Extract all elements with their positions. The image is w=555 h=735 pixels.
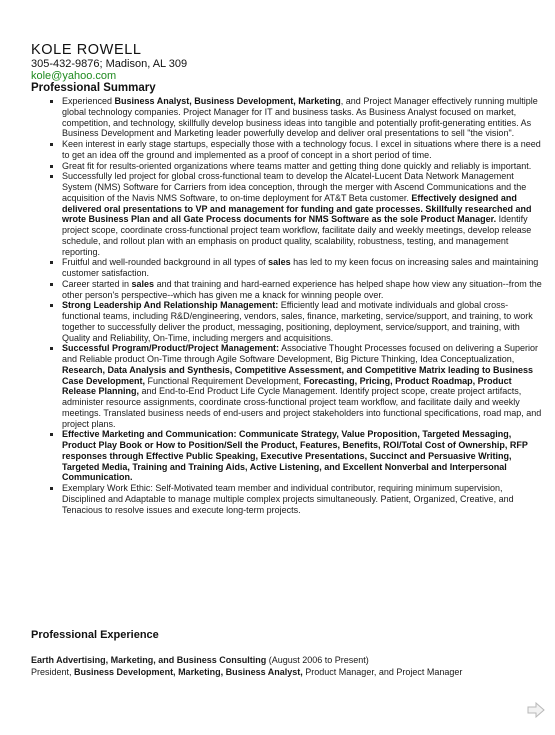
experience-company-line: [31, 655, 369, 665]
summary-item: [62, 161, 542, 172]
experience-role-line: [31, 667, 462, 677]
summary-item-text: Functional Requirement Development,: [145, 375, 304, 386]
summary-item-text: has led to my keen focus on increasing sales and maintaining customer satisfaction.: [62, 257, 539, 278]
summary-item-bold: Effective Marketing and Communication: Communicate Strategy, Value Proposition, Targeted Messaging, Product Play Book or How to Position/Sell the Product, Features, Benefits, ROI/Total Cost of Ownership, RFP responses through Effective Public Speaking, Executive Presentations, Succinct and Persuasive Writing, Targeted Media, Training and Training Aids, Active Listening, and Excellent Nonverbal and Interpersonal Communication.: [62, 429, 528, 483]
summary-item-bold: Forecasting, Pricing, Product Roadmap, Product Release Planning,: [62, 375, 512, 397]
summary-item-text: and End-to-End Product Life Cycle Management. Identify project scope, create project artifacts, administer resource assignments, coordinate cross-functional project team workflow, and facilitate daily and weekly meetings. Translated business needs of end-users and project stakeholders into functional specifications, road map, and project plans.: [62, 386, 542, 429]
summary-item-text: Efficiently lead and motivate individuals and global cross-functional teams, including R&D/engineering, vendors, sales, finance, marketing, service/support, and training, to work together to successfully deliver the product, messaging, positioning, deployment, service/support, and training, with Quality and Reliability, On-Time, including mergers and acquisitions.: [62, 300, 533, 343]
summary-item-bold: sales: [131, 278, 155, 289]
summary-item-text: , and Project Manager effectively running multiple global technology companies. Project Manager for IT and business tasks. As Business Analyst focused on market, competition, and technology, skillfully develop business ideas into tangible and potentially profit-generating entities. As Business Development and Marketing leader powerfully develop and deliver oral presentations to sell "the vision".: [62, 96, 538, 139]
summary-item-text: Experienced: [62, 96, 115, 106]
experience-dates: (August 2006 to Present): [266, 655, 369, 665]
summary-item-text: Career started in: [62, 278, 132, 289]
summary-item-text: Fruitful and well-rounded background in all types of: [62, 257, 269, 268]
summary-list: [48, 96, 542, 515]
summary-heading: Professional Summary: [31, 82, 156, 94]
summary-item: [62, 257, 542, 279]
experience-role-suffix: Product Manager, and Project Manager: [302, 667, 463, 677]
summary-item-text: Exemplary Work Ethic: Self-Motivated team member and individual contributor, requiring minimum supervision, Disciplined and Adaptable to manage multiple complex projects simultaneously. Patient, Organized, Creative, and Tenacious to resolve issues and execute long-term projects.: [62, 483, 514, 515]
summary-item: [62, 300, 542, 343]
summary-item: [62, 429, 542, 483]
summary-item-text: Associative Thought Processes focused on delivering a Superior and Reliable product On-Time through Agile Software Development, Big Picture Thinking, Idea Conceptualization,: [62, 343, 539, 364]
summary-item: [62, 171, 542, 257]
email-link[interactable]: kole@yahoo.com: [31, 70, 117, 82]
experience-role-prefix: President,: [31, 667, 75, 677]
summary-item-text: and that training and hard-earned experience has helped shape how view any situation--from the other person's perspective--which has given me a knack for winning people over.: [62, 278, 542, 300]
summary-item: [62, 279, 542, 301]
summary-item-text: Successfully led project for global cross-functional team to develop the Alcatel-Lucent Data Network Management System (NMS) Software for Carriers from idea conception, through the merger with Ascend Communications and the acquisition of the Navis NMS Software, to on-time deployment for AT&T Beta customer.: [62, 171, 527, 203]
next-arrow-icon[interactable]: [526, 702, 546, 718]
summary-item-bold: Strong Leadership And Relationship Management:: [62, 300, 279, 311]
experience-heading: Professional Experience: [31, 629, 159, 641]
summary-item-bold: sales: [268, 257, 291, 268]
summary-item-bold: Research, Data Analysis and Synthesis, Competitive Assessment, and Competitive Matrix leading to Business Case Development,: [62, 364, 533, 386]
summary-item-text: Great fit for results-oriented organizations where teams matter and getting thing done quickly and reliably is important.: [62, 160, 532, 171]
summary-item-text: Keen interest in early stage startups, especially those with a technology focus. I excel in situations where there is a need to get an idea off the ground and implemented as a proof of concept in a short period of time.: [62, 139, 541, 160]
experience-company: Earth Advertising, Marketing, and Business Consulting: [31, 655, 267, 665]
summary-item-bold: Effectively designed and delivered oral presentations to VP and management for funding and gate processes. Skillfully researched and wrote Business Plan and all Gate Process documents for NMS Software as the sole Product Manager.: [62, 192, 532, 225]
summary-item: [62, 483, 542, 515]
summary-item: [62, 139, 542, 161]
candidate-name: KOLE ROWELL: [31, 42, 142, 58]
summary-item: [62, 96, 542, 139]
summary-item-bold: Business Analyst, Business Development, Marketing: [114, 96, 341, 106]
summary-item-text: Identify project scope, coordinate cross-functional project team workflow, facilitate daily and weekly meetings, develop release schedule, and rollout plan with an emphasis on product quality, scalability, robustness, testing, and management reporting.: [62, 214, 532, 257]
experience-role-bold: Business Development, Marketing, Business Analyst,: [74, 667, 303, 677]
summary-item-bold: Successful Program/Product/Project Management:: [62, 343, 280, 354]
summary-item: [62, 343, 542, 429]
contact-line: 305-432-9876; Madison, AL 309: [31, 58, 188, 70]
